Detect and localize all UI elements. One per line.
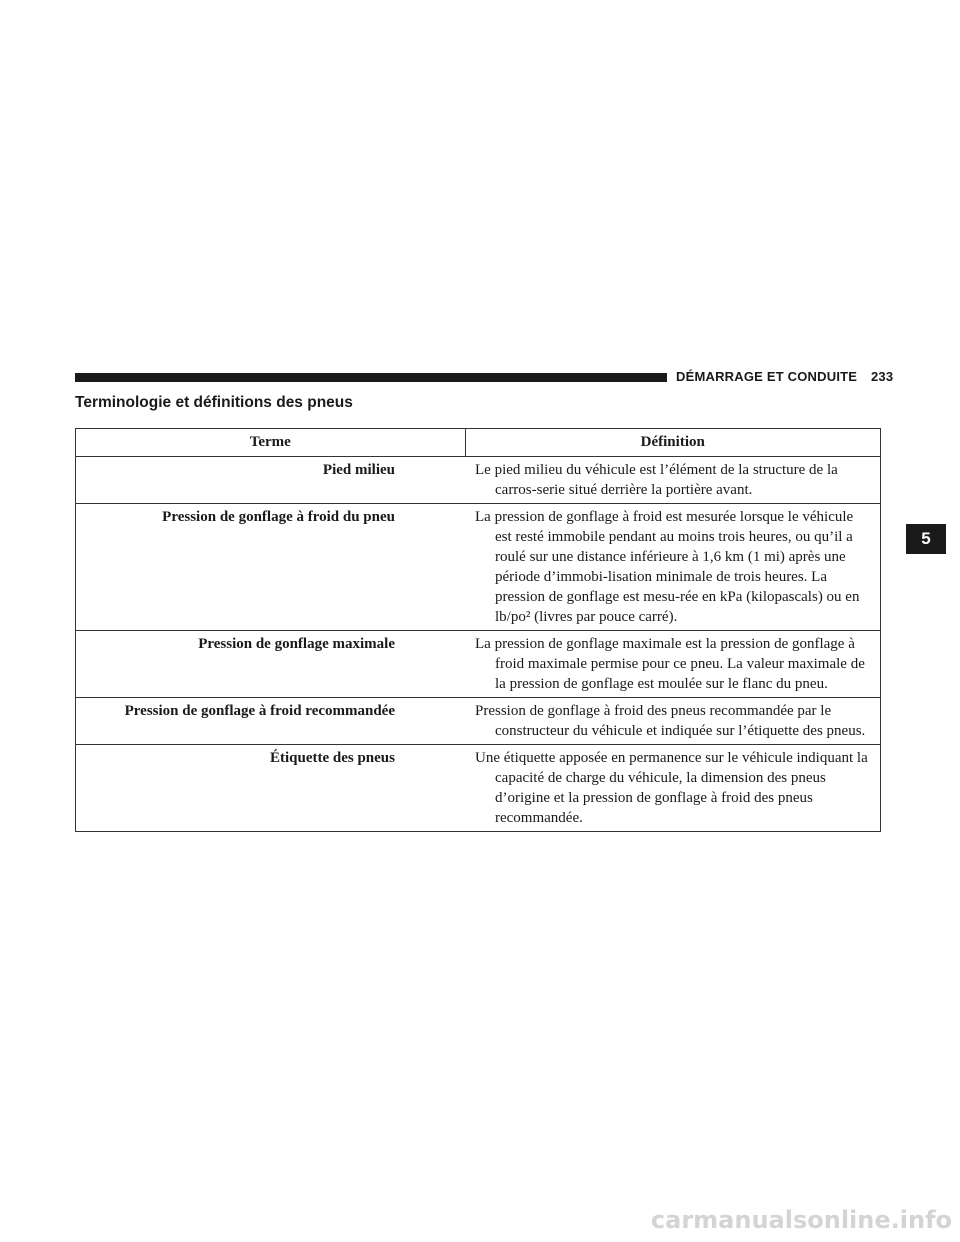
section-title: Terminologie et définitions des pneus — [75, 394, 353, 411]
chapter-tab: 5 — [906, 524, 946, 554]
definition-text: Pression de gonflage à froid des pneus recommandée par le constructeur du véhicule et indiquée sur l’étiquette des pneus. — [475, 703, 866, 739]
table-row — [76, 631, 881, 698]
definition-cell — [465, 631, 881, 698]
definition-cell — [465, 698, 881, 745]
definition-text: Une étiquette apposée en permanence sur le véhicule indiquant la capacité de charge du véhicule, la dimension des pneus d’origine et la pression de gonflage à froid des pneus recommandée. — [475, 750, 868, 826]
term-cell: Pression de gonflage à froid recommandée — [76, 698, 466, 745]
table-row — [76, 745, 881, 832]
definition-cell — [465, 504, 881, 631]
table-row — [76, 698, 881, 745]
definition-text: La pression de gonflage à froid est mesurée lorsque le véhicule est resté immobile pendant au moins trois heures, ou qu’il a roulé sur une distance inférieure à 1,6 km (1 mi) après une période d’immobi-lisation minimale de trois heures. La pression de gonflage est mesu-rée en kPa (kilopascals) ou en lb/po² (livres par pouce carré). — [475, 509, 860, 625]
column-header-definition: Définition — [465, 429, 881, 457]
term-cell: Pied milieu — [76, 457, 466, 504]
definition-text: Le pied milieu du véhicule est l’élément de la structure de la carros-serie situé derrière la portière avant. — [475, 462, 838, 498]
column-header-term: Terme — [76, 429, 466, 457]
header-rule — [75, 373, 667, 382]
running-header — [676, 369, 893, 384]
term-cell: Pression de gonflage à froid du pneu — [76, 504, 466, 631]
terminology-table — [75, 428, 881, 832]
term-cell: Pression de gonflage maximale — [76, 631, 466, 698]
definition-text: La pression de gonflage maximale est la pression de gonflage à froid maximale permise pour ce pneu. La valeur maximale de la pression de gonflage est moulée sur le flanc du pneu. — [475, 636, 865, 692]
watermark-text: carmanualsonline.info — [650, 1206, 952, 1234]
chapter-title: DÉMARRAGE ET CONDUITE — [676, 369, 858, 384]
page-number: 233 — [870, 369, 894, 384]
definition-cell — [465, 745, 881, 832]
term-cell: Étiquette des pneus — [76, 745, 466, 832]
definition-cell — [465, 457, 881, 504]
table-header-row — [76, 429, 881, 457]
table-row — [76, 457, 881, 504]
table-row — [76, 504, 881, 631]
